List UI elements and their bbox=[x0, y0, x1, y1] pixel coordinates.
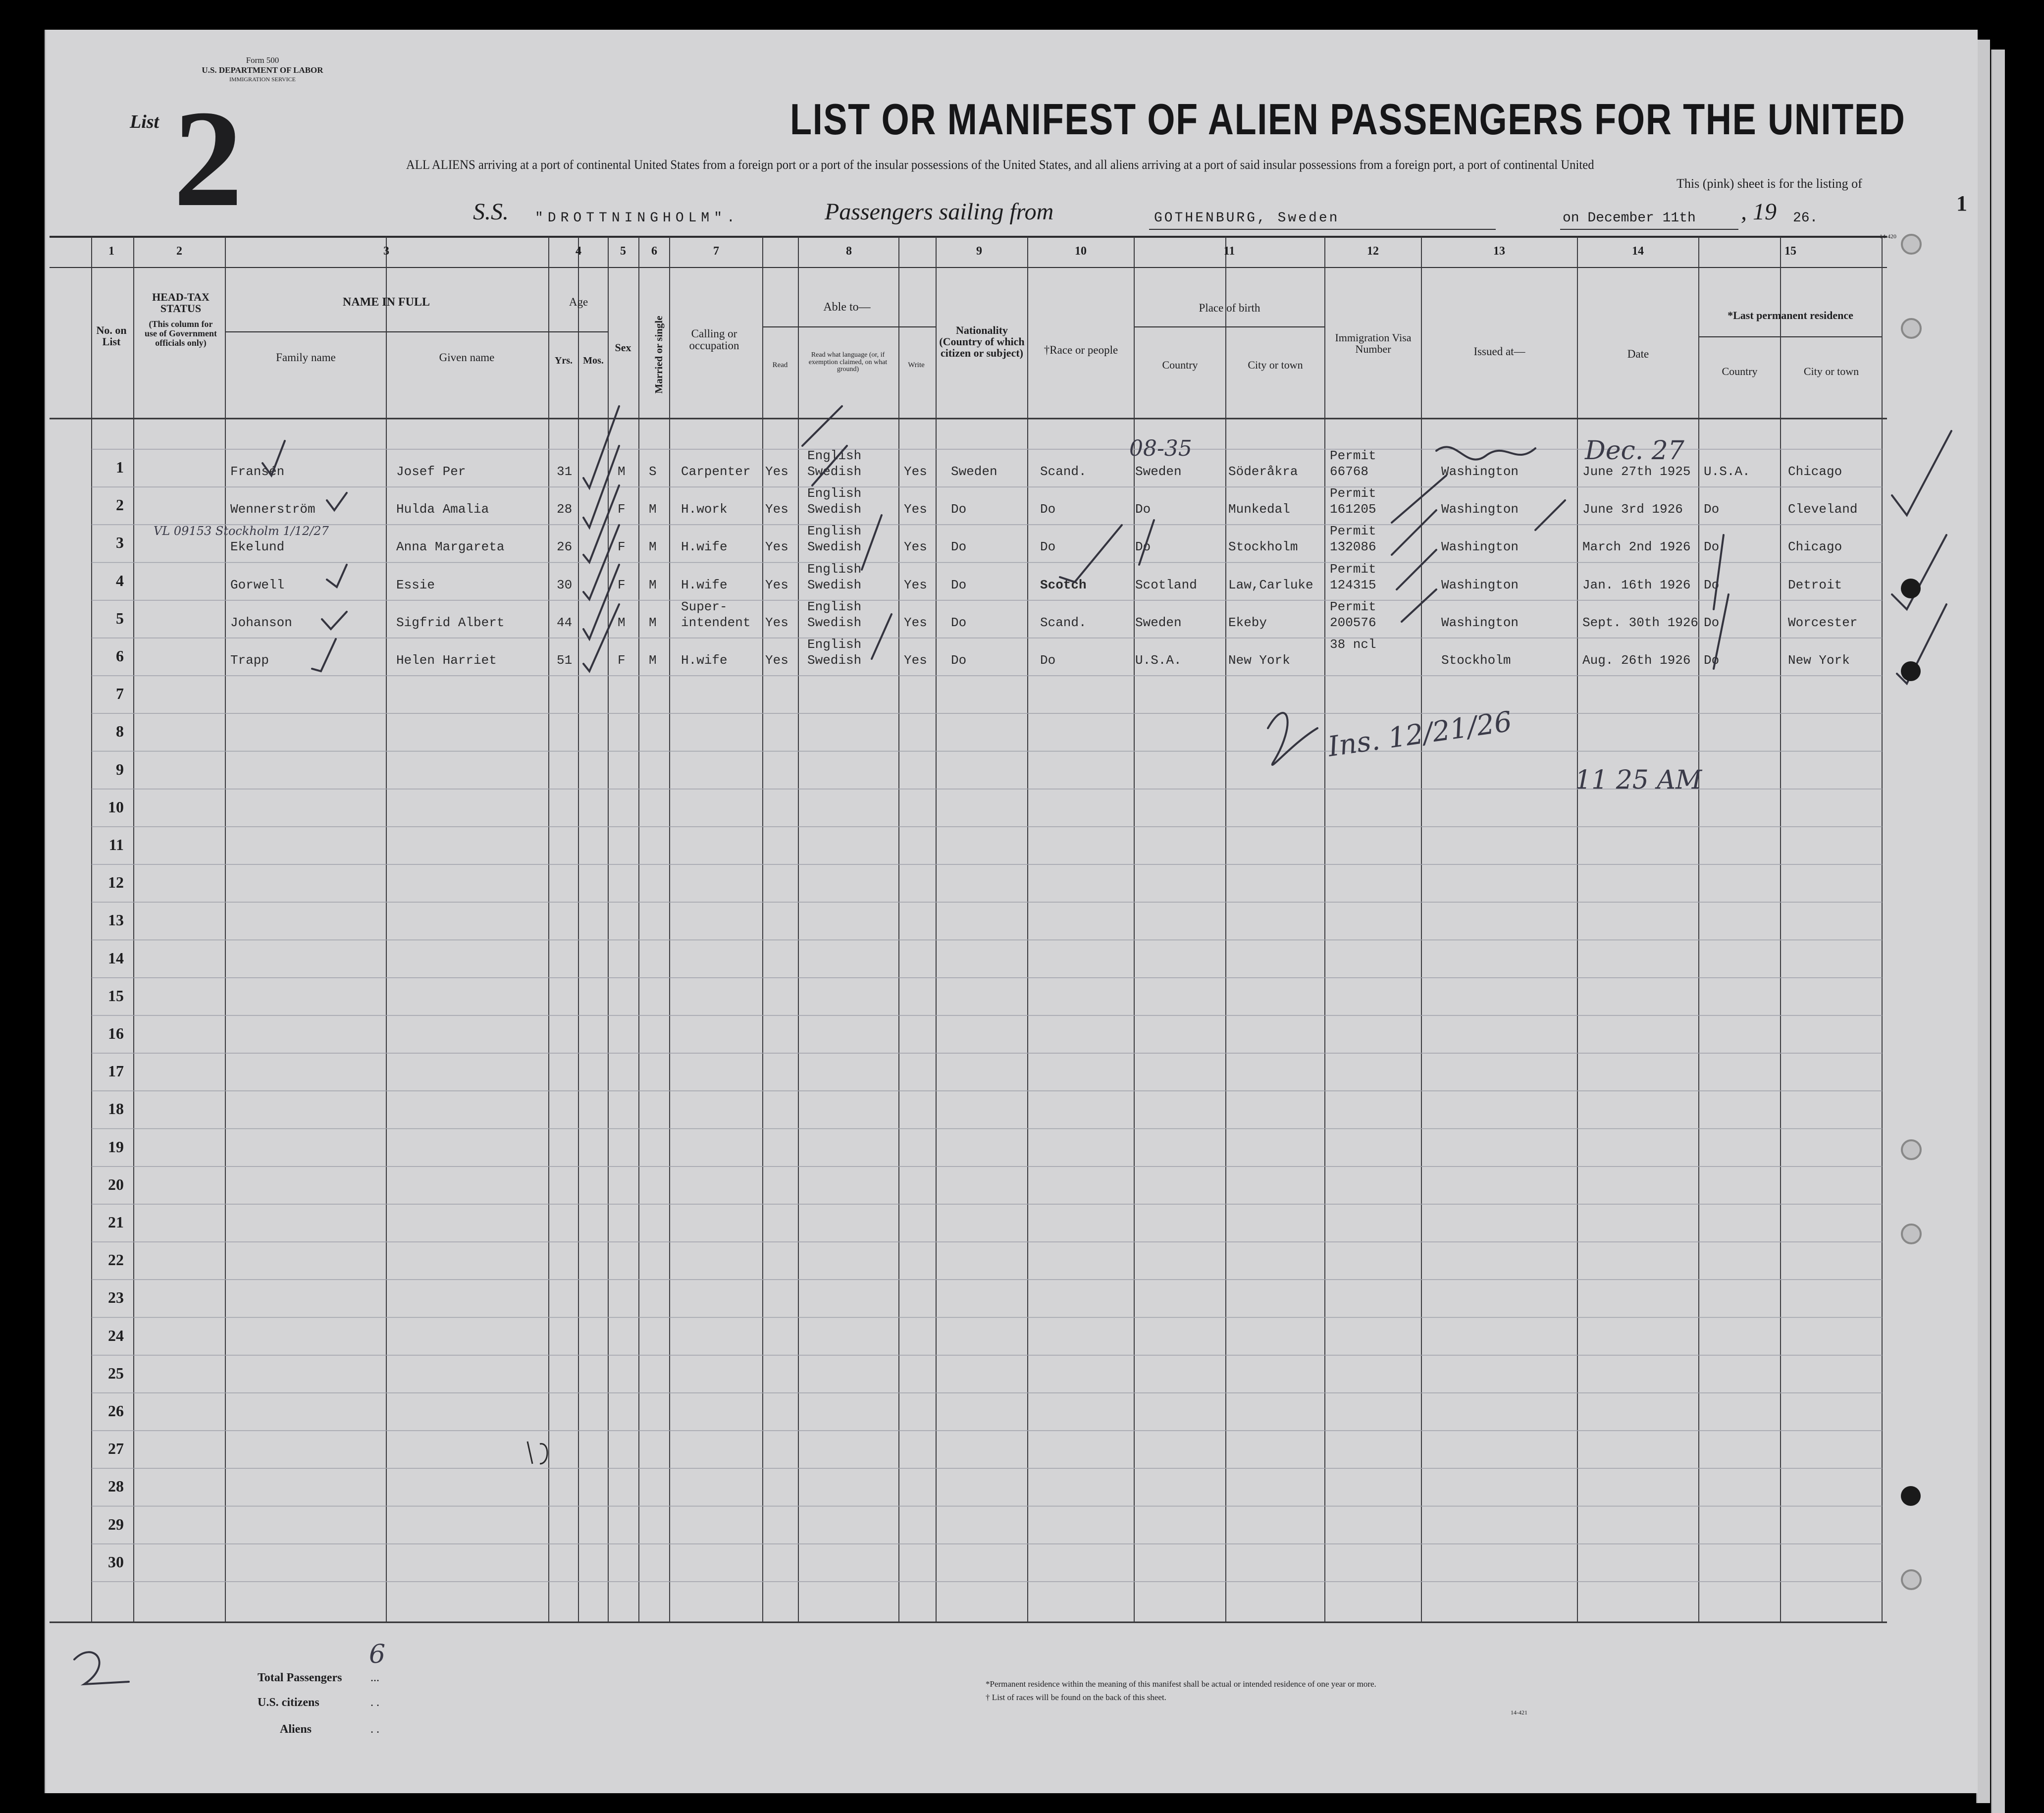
cell-visa1: Permit bbox=[1330, 599, 1376, 614]
handwritten-inspector-stamp: Ins. 12/21/26 bbox=[1326, 705, 1514, 763]
ship-name: "DROTTNINGHOLM". bbox=[535, 211, 739, 226]
header-age-yrs: Yrs. bbox=[554, 355, 573, 366]
row-number: 14 bbox=[108, 949, 124, 967]
cell-res-country: Do bbox=[1704, 577, 1720, 592]
cell-yrs: 26 bbox=[557, 539, 573, 555]
cell-sex: F bbox=[618, 577, 626, 592]
cell-visa2: 124315 bbox=[1330, 577, 1376, 592]
column-number: 14 bbox=[1632, 245, 1644, 258]
row-number: 1 bbox=[116, 458, 124, 476]
sailing-date: on December 11th bbox=[1563, 211, 1696, 226]
header-birth-city: City or town bbox=[1248, 359, 1303, 371]
column-number: 6 bbox=[651, 245, 657, 258]
handwritten-annotation-row3: VL 09153 Stockholm 1/12/27 bbox=[154, 524, 329, 538]
cell-nationality: Do bbox=[951, 502, 967, 517]
binder-hole-6 bbox=[1901, 1224, 1922, 1244]
cell-yrs: 28 bbox=[557, 502, 573, 517]
row-number: 11 bbox=[108, 836, 124, 853]
stroke-lang-1 bbox=[802, 406, 842, 446]
stroke-issued-1 bbox=[1392, 476, 1446, 523]
stroke-res-2 bbox=[1714, 594, 1729, 669]
visa-signature bbox=[1436, 447, 1535, 459]
year-suffix: 26. bbox=[1793, 211, 1818, 226]
cell-nationality: Do bbox=[951, 615, 967, 630]
cell-calling: H.wife bbox=[681, 539, 728, 555]
cell-family: Ekelund bbox=[230, 539, 285, 555]
cell-read: Yes bbox=[765, 615, 788, 630]
cell-visa1: Permit bbox=[1330, 486, 1376, 501]
cell-given: Sigfrid Albert bbox=[396, 615, 505, 630]
handwritten-total-value: 6 bbox=[369, 1640, 386, 1669]
cell-res-country: Do bbox=[1704, 539, 1720, 555]
cell-write: Yes bbox=[904, 653, 927, 668]
row-number: 2 bbox=[116, 496, 124, 514]
cell-sex: F bbox=[618, 539, 626, 555]
cell-birth-city: Munkedal bbox=[1228, 502, 1290, 517]
cell-res-city: Chicago bbox=[1788, 539, 1842, 555]
handwritten-numbers-row1: 08-35 bbox=[1129, 436, 1192, 461]
cell-yrs: 51 bbox=[557, 653, 573, 668]
cell-res-city: New York bbox=[1788, 653, 1850, 668]
us-citizens-dots: . . bbox=[370, 1696, 379, 1709]
cell-res-country: Do bbox=[1704, 653, 1720, 668]
cell-nationality: Do bbox=[951, 577, 967, 592]
cell-issued: Washington bbox=[1441, 502, 1519, 517]
header-able-to: Able to— bbox=[823, 301, 871, 314]
cell-birth-city: Söderåkra bbox=[1228, 464, 1298, 479]
footnote-form-code: 14-421 bbox=[1511, 1709, 1527, 1716]
row-number: 27 bbox=[108, 1440, 124, 1458]
stroke-country bbox=[1139, 520, 1154, 565]
footnote-races: † List of races will be found on the back of this sheet. bbox=[986, 1693, 1166, 1702]
department-name: U.S. DEPARTMENT OF LABOR bbox=[202, 65, 323, 75]
row-number: 29 bbox=[108, 1515, 124, 1533]
cell-given: Anna Margareta bbox=[396, 539, 505, 555]
binder-hole-7 bbox=[1901, 1486, 1921, 1506]
header-head-tax: HEAD-TAX STATUS bbox=[152, 291, 210, 315]
header-last-residence: *Last permanent residence bbox=[1728, 309, 1853, 321]
column-number: 15 bbox=[1784, 245, 1796, 258]
checkmark-age-5 bbox=[583, 565, 619, 639]
cell-married: M bbox=[649, 502, 657, 517]
stroke-lang-4 bbox=[872, 614, 891, 659]
checkmark-age-1 bbox=[583, 406, 619, 488]
row-number: 15 bbox=[108, 986, 124, 1005]
header-age: Age bbox=[569, 296, 588, 308]
cell-date: June 27th 1925 bbox=[1582, 464, 1691, 479]
aliens-label: Aliens bbox=[280, 1723, 312, 1736]
total-passengers-dots: ... bbox=[370, 1671, 379, 1684]
cell-birth-city: New York bbox=[1228, 653, 1290, 668]
cell-birth-city: Law,Carluke bbox=[1228, 577, 1313, 592]
stroke-lang-3 bbox=[862, 515, 882, 570]
row-number: 20 bbox=[108, 1175, 124, 1193]
header-family-name: Family name bbox=[276, 351, 336, 364]
cell-married: M bbox=[649, 539, 657, 555]
header-read-language: Read what language (or, if exemption claimed, on what ground) bbox=[808, 351, 888, 373]
header-race: †Race or people bbox=[1044, 344, 1118, 356]
checkmark-race bbox=[1060, 525, 1122, 582]
cell-lang2: Swedish bbox=[807, 653, 862, 668]
cell-read: Yes bbox=[765, 502, 788, 517]
cell-visa2: 200576 bbox=[1330, 615, 1376, 630]
header-name-in-full: NAME IN FULL bbox=[342, 296, 430, 309]
list-number: 2 bbox=[173, 81, 243, 235]
cell-family: Gorwell bbox=[230, 577, 285, 592]
row-number: 17 bbox=[108, 1062, 124, 1080]
checkmark-row6-name bbox=[312, 639, 336, 671]
row-number: 25 bbox=[108, 1364, 124, 1382]
row-number: 28 bbox=[108, 1477, 124, 1495]
cell-visa1: Permit bbox=[1330, 448, 1376, 463]
column-number: 7 bbox=[713, 245, 719, 258]
form-code-top: 14-420 bbox=[1880, 233, 1896, 240]
cell-yrs: 31 bbox=[557, 464, 573, 479]
row-number: 30 bbox=[108, 1552, 124, 1571]
cell-sex: M bbox=[618, 464, 626, 479]
cell-birth-country: U.S.A. bbox=[1135, 653, 1182, 668]
right-edge-mark: 1 bbox=[1956, 191, 1967, 215]
cell-calling2: intendent bbox=[681, 615, 751, 630]
cell-date: Sept. 30th 1926 bbox=[1582, 615, 1699, 630]
header-age-mos: Mos. bbox=[583, 355, 604, 366]
cell-visa1: 38 ncl bbox=[1330, 637, 1376, 652]
cell-read: Yes bbox=[765, 653, 788, 668]
header-nationality: Nationality (Country of which citizen or subject) bbox=[939, 324, 1025, 360]
cell-birth-country: Sweden bbox=[1135, 615, 1182, 630]
row-number: 3 bbox=[116, 533, 124, 552]
cell-visa1: Permit bbox=[1330, 524, 1376, 539]
column-number: 1 bbox=[108, 245, 114, 258]
cell-birth-country: Do bbox=[1135, 539, 1151, 555]
row-number: 8 bbox=[116, 722, 124, 741]
binder-hole-1 bbox=[1901, 234, 1922, 255]
cell-read: Yes bbox=[765, 539, 788, 555]
side-number-scribble bbox=[527, 1441, 547, 1464]
cell-calling: H.work bbox=[681, 502, 728, 517]
row-number: 5 bbox=[116, 609, 124, 627]
cell-res-country: Do bbox=[1704, 502, 1720, 517]
cell-yrs: 30 bbox=[557, 577, 573, 592]
cell-birth-country: Scotland bbox=[1135, 577, 1197, 592]
cell-given: Essie bbox=[396, 577, 435, 592]
cell-lang1: English bbox=[807, 524, 862, 539]
cell-calling: H.wife bbox=[681, 653, 728, 668]
cell-race: Scand. bbox=[1040, 615, 1087, 630]
departure-port: GOTHENBURG, Sweden bbox=[1154, 211, 1340, 226]
cell-nationality: Do bbox=[951, 653, 967, 668]
cell-lang1: English bbox=[807, 561, 862, 577]
cell-lang1: English bbox=[807, 448, 862, 463]
cell-res-country: Do bbox=[1704, 615, 1720, 630]
column-number: 13 bbox=[1493, 245, 1505, 258]
header-res-city: City or town bbox=[1803, 365, 1859, 377]
cell-race: Scotch bbox=[1040, 577, 1087, 592]
row-number: 19 bbox=[108, 1137, 124, 1156]
row-number: 23 bbox=[108, 1288, 124, 1307]
cell-family: Fransén bbox=[230, 464, 285, 479]
cell-given: Josef Per bbox=[396, 464, 466, 479]
stroke-lang-2 bbox=[812, 446, 847, 485]
stroke-res-1 bbox=[1714, 535, 1724, 609]
cell-date: March 2nd 1926 bbox=[1582, 539, 1691, 555]
cell-date: June 3rd 1926 bbox=[1582, 502, 1683, 517]
column-number: 5 bbox=[620, 245, 626, 258]
column-number: 4 bbox=[576, 245, 581, 258]
subtitle-line2: This (pink) sheet is for the listing of bbox=[1677, 176, 1862, 191]
cell-issued: Washington bbox=[1441, 615, 1519, 630]
binder-hole-5 bbox=[1901, 1139, 1922, 1160]
cell-given: Helen Harriet bbox=[396, 653, 497, 668]
column-number: 9 bbox=[976, 245, 982, 258]
aliens-dots: . . bbox=[370, 1723, 379, 1736]
cell-write: Yes bbox=[904, 539, 927, 555]
header-head-tax-note: (This column for use of Government officials only) bbox=[145, 319, 217, 348]
handwritten-visa-date: Dec. 27 bbox=[1585, 436, 1684, 466]
cell-write: Yes bbox=[904, 502, 927, 517]
header-married-single: Married or single bbox=[652, 316, 665, 394]
ss-label: S.S. bbox=[473, 199, 509, 225]
cell-race: Do bbox=[1040, 539, 1056, 555]
header-write: Write bbox=[908, 361, 925, 369]
cell-nationality: Do bbox=[951, 539, 967, 555]
cell-married: M bbox=[649, 653, 657, 668]
page-title: LIST OR MANIFEST OF ALIEN PASSENGERS FOR THE UNITED bbox=[790, 95, 1906, 144]
cell-read: Yes bbox=[765, 577, 788, 592]
cell-family: Trapp bbox=[230, 653, 269, 668]
stroke-issued-5 bbox=[1535, 500, 1565, 530]
header-visa-number: Immigration Visa Number bbox=[1335, 331, 1412, 356]
cell-lang2: Swedish bbox=[807, 577, 862, 592]
cell-lang1: English bbox=[807, 599, 862, 614]
binder-hole-4 bbox=[1901, 661, 1921, 681]
cell-race: Do bbox=[1040, 653, 1056, 668]
cell-date: Aug. 26th 1926 bbox=[1582, 653, 1691, 668]
binder-hole-8 bbox=[1901, 1569, 1922, 1590]
checkmark-row2-name bbox=[327, 493, 347, 510]
row-number: 4 bbox=[116, 571, 124, 589]
checkmark-row4-name bbox=[327, 565, 347, 587]
cell-lang2: Swedish bbox=[807, 464, 862, 479]
cell-married: M bbox=[649, 577, 657, 592]
cell-family: Johanson bbox=[230, 615, 292, 630]
row-number: 26 bbox=[108, 1402, 124, 1420]
cell-visa2: 132086 bbox=[1330, 539, 1376, 555]
header-given-name: Given name bbox=[439, 351, 495, 364]
column-number: 8 bbox=[846, 245, 852, 258]
row-number: 13 bbox=[108, 911, 124, 929]
cell-lang1: English bbox=[807, 637, 862, 652]
cell-race: Do bbox=[1040, 502, 1056, 517]
column-number: 12 bbox=[1367, 245, 1379, 258]
list-label: List bbox=[130, 111, 159, 132]
header-calling: Calling or occupation bbox=[689, 327, 739, 352]
footnote-permanent-residence: *Permanent residence within the meaning of this manifest shall be actual or intended residence of one year or more. bbox=[986, 1679, 1376, 1689]
cell-lang1: English bbox=[807, 486, 862, 501]
cell-lang2: Swedish bbox=[807, 539, 862, 555]
cell-calling: Carpenter bbox=[681, 464, 751, 479]
service-name: IMMIGRATION SERVICE bbox=[229, 75, 296, 83]
cell-write: Yes bbox=[904, 577, 927, 592]
cell-married: M bbox=[649, 615, 657, 630]
cell-issued: Washington bbox=[1441, 577, 1519, 592]
row-number: 22 bbox=[108, 1251, 124, 1269]
cell-sex: F bbox=[618, 502, 626, 517]
cell-birth-country: Sweden bbox=[1135, 464, 1182, 479]
header-res-country: Country bbox=[1722, 365, 1758, 377]
cell-calling: Super- bbox=[681, 599, 728, 614]
checkmark-margin-1 bbox=[1892, 431, 1951, 515]
cell-sex: M bbox=[618, 615, 626, 630]
cell-birth-city: Ekeby bbox=[1228, 615, 1267, 630]
header-sex: Sex bbox=[615, 341, 631, 354]
cell-write: Yes bbox=[904, 615, 927, 630]
cell-family: Wennerström bbox=[230, 502, 315, 517]
header-issued-at: Issued at— bbox=[1473, 345, 1525, 358]
stroke-issued-3 bbox=[1397, 550, 1436, 589]
cell-issued: Washington bbox=[1441, 464, 1519, 479]
header-date: Date bbox=[1627, 348, 1649, 360]
cell-res-city: Cleveland bbox=[1788, 502, 1858, 517]
cell-nationality: Sweden bbox=[951, 464, 997, 479]
cell-visa2: 161205 bbox=[1330, 502, 1376, 517]
cell-res-city: Worcester bbox=[1788, 615, 1858, 630]
binder-hole-2 bbox=[1901, 318, 1922, 339]
header-no-on-list: No. on List bbox=[96, 324, 127, 348]
checkmark-row5-name bbox=[322, 612, 347, 629]
cell-issued: Washington bbox=[1441, 539, 1519, 555]
cell-lang2: Swedish bbox=[807, 502, 862, 517]
row-number: 9 bbox=[116, 760, 124, 778]
cell-visa2: 66768 bbox=[1330, 464, 1369, 479]
header-place-of-birth: Place of birth bbox=[1199, 302, 1260, 314]
cell-issued: Stockholm bbox=[1441, 653, 1511, 668]
sailing-label: Passengers sailing from bbox=[825, 199, 1054, 225]
cell-calling: H.wife bbox=[681, 577, 728, 592]
inspector-signature bbox=[1268, 713, 1317, 765]
row-number: 12 bbox=[108, 873, 124, 892]
cell-birth-country: Do bbox=[1135, 502, 1151, 517]
row-number: 10 bbox=[108, 798, 124, 816]
cell-lang2: Swedish bbox=[807, 615, 862, 630]
cell-race: Scand. bbox=[1040, 464, 1087, 479]
row-number: 24 bbox=[108, 1326, 124, 1344]
column-number: 2 bbox=[176, 245, 182, 258]
cell-given: Hulda Amalia bbox=[396, 502, 489, 517]
cell-read: Yes bbox=[765, 464, 788, 479]
column-number: 3 bbox=[383, 245, 389, 258]
form-number: Form 500 bbox=[246, 55, 279, 65]
cell-write: Yes bbox=[904, 464, 927, 479]
checkmark-margin-2 bbox=[1892, 535, 1946, 609]
row-number: 7 bbox=[116, 685, 124, 703]
header-birth-country: Country bbox=[1162, 359, 1198, 371]
cell-birth-city: Stockholm bbox=[1228, 539, 1298, 555]
row-number: 6 bbox=[116, 647, 124, 665]
binder-hole-3 bbox=[1901, 579, 1921, 598]
row-number: 21 bbox=[108, 1213, 124, 1231]
page-mark-scribble bbox=[74, 1652, 129, 1684]
subtitle-line1: ALL ALIENS arriving at a port of continental United States from a foreign port or a port of the insular possessions of the United States, and all aliens arriving at a port of said insular possessions from a foreign port, a port of continental United bbox=[406, 158, 1594, 172]
cell-date: Jan. 16th 1926 bbox=[1582, 577, 1691, 592]
total-passengers-label: Total Passengers bbox=[258, 1671, 342, 1684]
cell-res-city: Chicago bbox=[1788, 464, 1842, 479]
checkmark-row1-name bbox=[262, 441, 285, 476]
column-number: 10 bbox=[1075, 245, 1087, 258]
us-citizens-label: U.S. citizens bbox=[258, 1696, 319, 1709]
row-number: 18 bbox=[108, 1100, 124, 1118]
cell-yrs: 44 bbox=[557, 615, 573, 630]
cell-res-country: U.S.A. bbox=[1704, 464, 1750, 479]
cell-res-city: Detroit bbox=[1788, 577, 1842, 592]
row-number: 16 bbox=[108, 1024, 124, 1042]
handwritten-time: 11 25 AM bbox=[1575, 765, 1702, 795]
column-number: 11 bbox=[1223, 245, 1235, 258]
cell-visa1: Permit bbox=[1330, 561, 1376, 577]
cell-sex: F bbox=[618, 653, 626, 668]
cell-married: S bbox=[649, 464, 657, 479]
header-read: Read bbox=[772, 361, 788, 369]
stroke-issued-4 bbox=[1402, 589, 1436, 622]
year-prefix: , 19 bbox=[1741, 199, 1777, 225]
